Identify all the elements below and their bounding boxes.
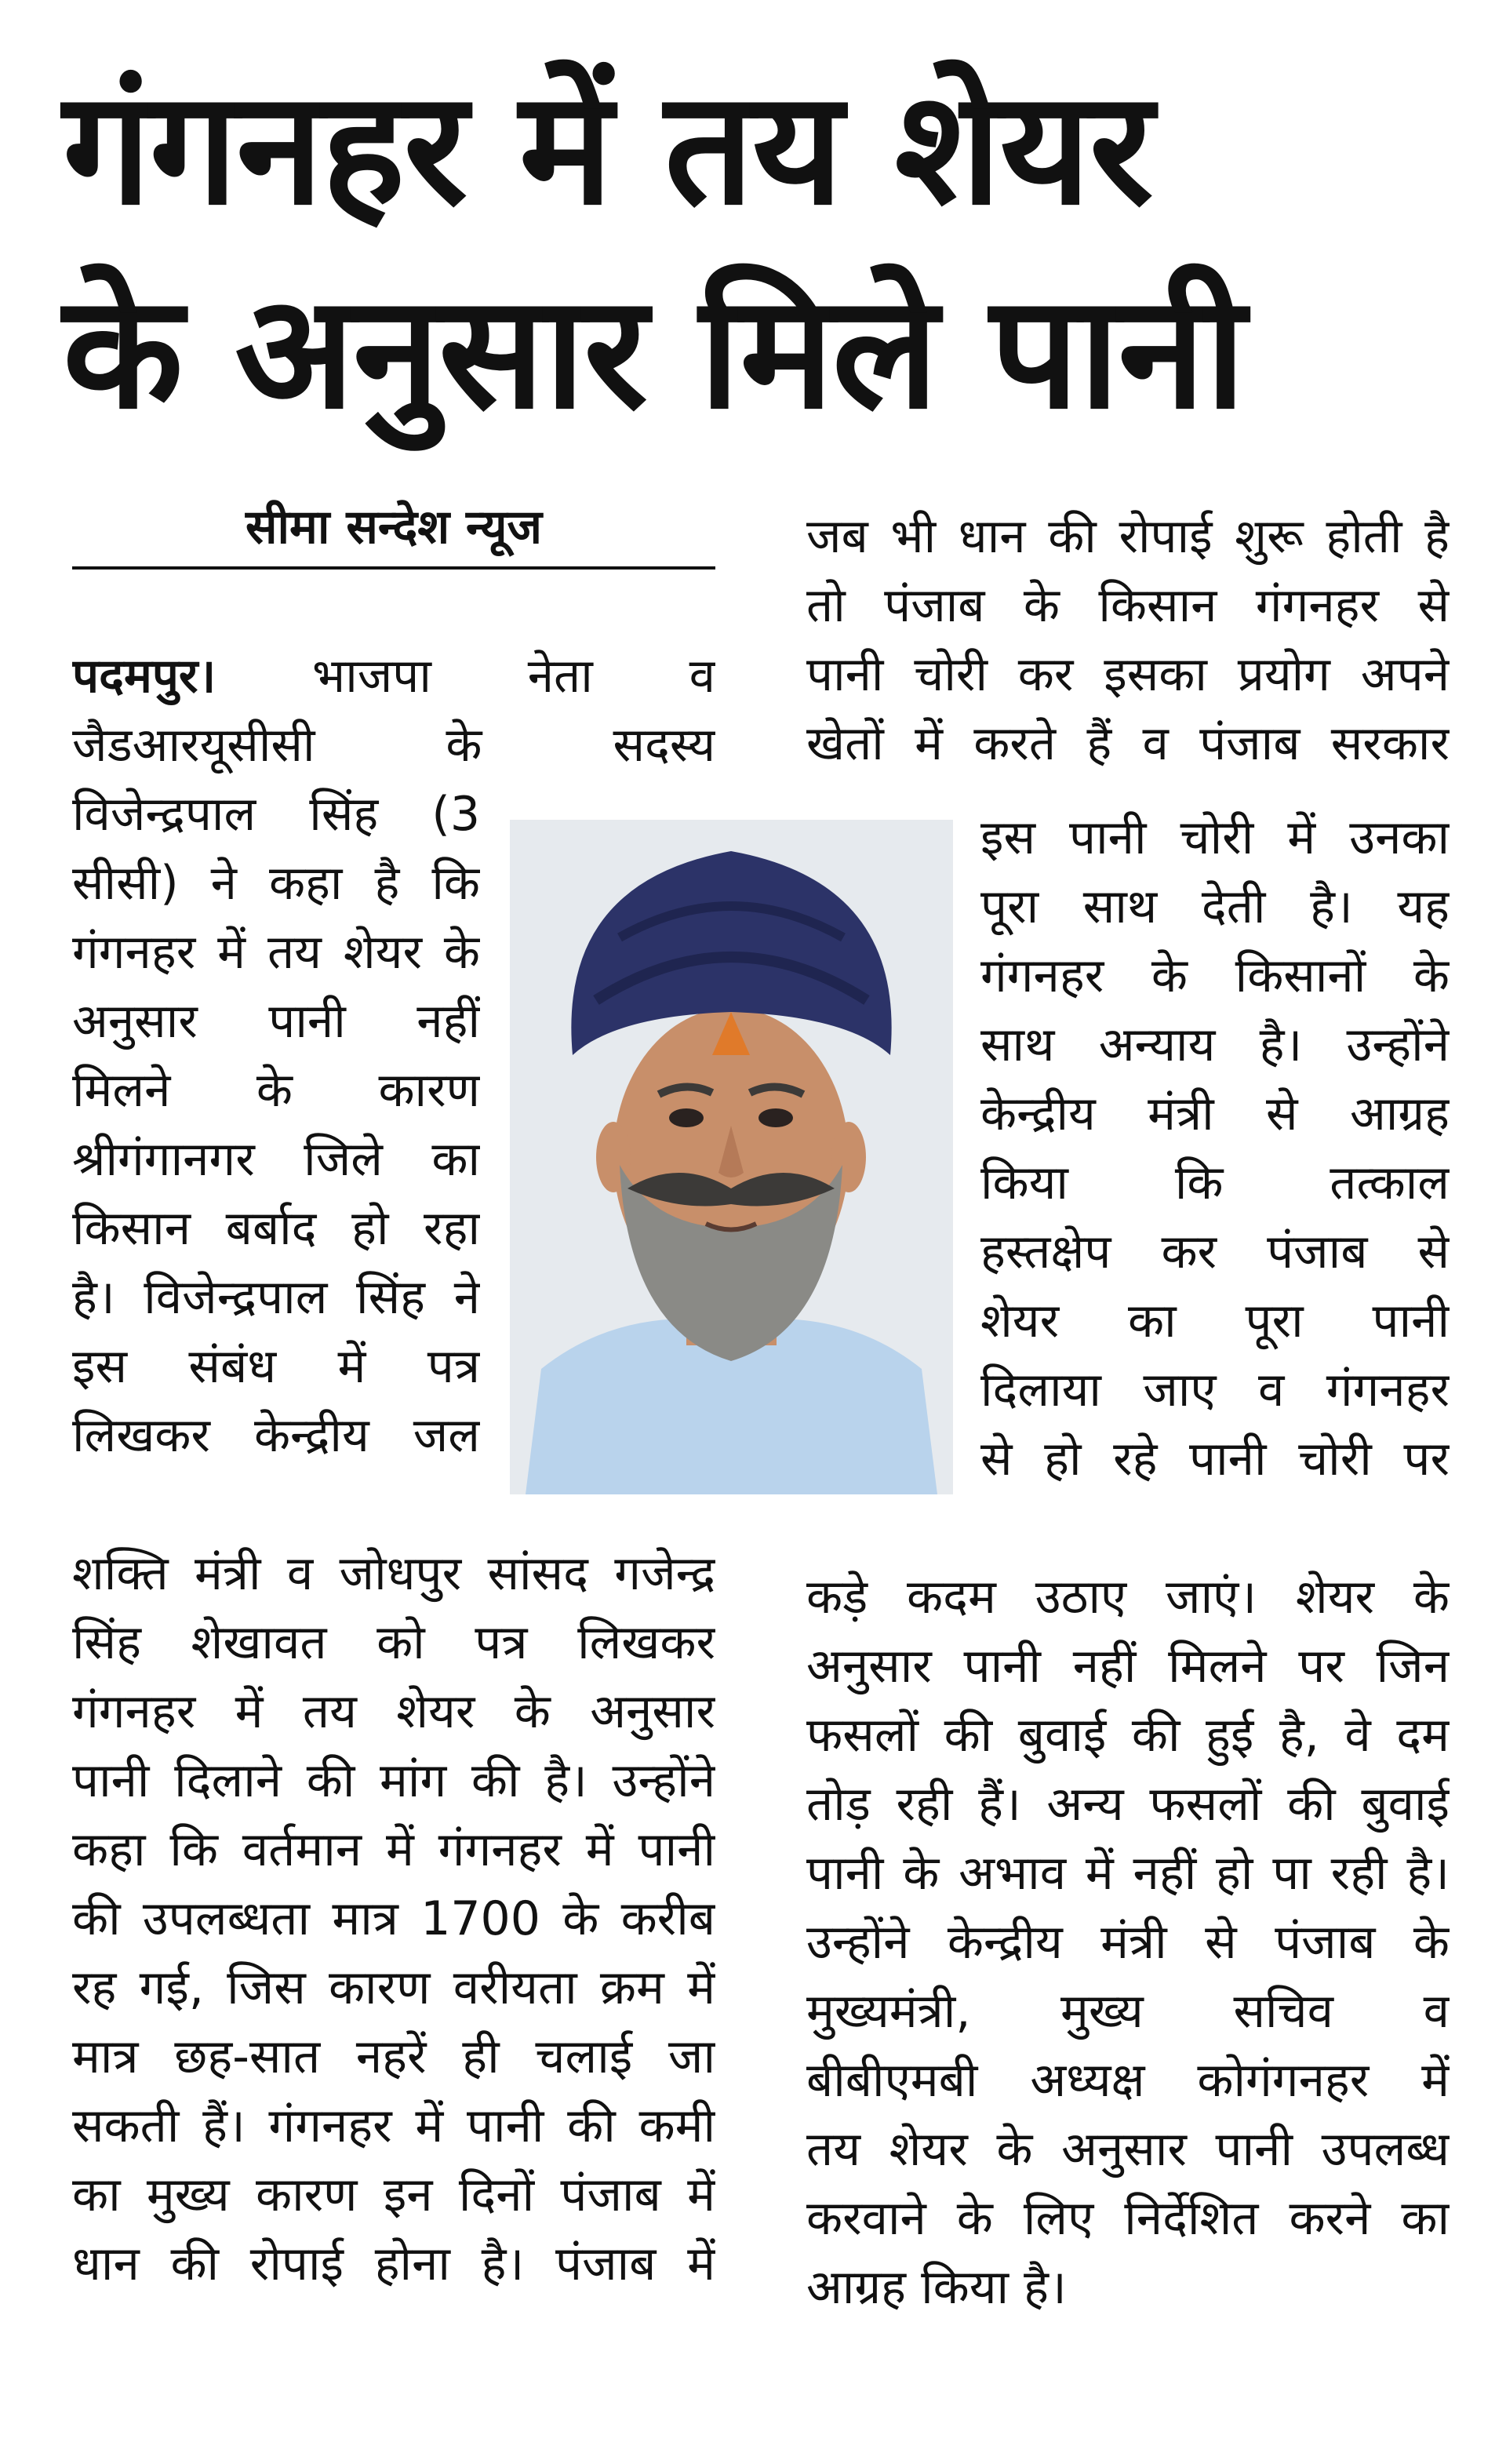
article-line: फसलों की बुवाई की हुई है, वे दम xyxy=(806,1708,1450,1763)
article-line: सिंह शेखावत को पत्र लिखकर xyxy=(72,1615,715,1670)
article-line: बीबीएमबी अध्यक्ष कोगंगनहर में xyxy=(806,2053,1450,2108)
article-line: का मुख्य कारण इन दिनों पंजाब में xyxy=(72,2167,715,2222)
article-line: मुख्यमंत्री, मुख्य सचिव व xyxy=(806,1984,1450,2039)
article-line: धान की रोपाई होना है। पंजाब में xyxy=(72,2237,715,2291)
article-line: तोड़ रही हैं। अन्य फसलों की बुवाई xyxy=(806,1777,1450,1832)
article-line: अनुसार पानी नहीं मिलने पर जिन xyxy=(806,1639,1450,1694)
article-line: दिलाया जाए व गंगनहर xyxy=(980,1363,1450,1418)
article-line: शेयर का पूरा पानी xyxy=(980,1294,1450,1348)
article-right-top xyxy=(806,502,1450,778)
article-line: पूरा साथ देती है। यह xyxy=(980,879,1450,934)
article-line: किया कि तत्काल xyxy=(980,1156,1450,1210)
article-line: कड़े कदम उठाए जाएं। शेयर के xyxy=(806,1570,1450,1625)
article-line: किसान बर्बाद हो रहा xyxy=(72,1201,480,1256)
article-line: कहा कि वर्तमान में गंगनहर में पानी xyxy=(72,1822,715,1877)
article-line: तो पंजाब के किसान गंगनहर से xyxy=(806,578,1450,633)
article-line: से हो रहे पानी चोरी पर xyxy=(980,1432,1450,1487)
headline-line-2: के अनुसार मिले पानी xyxy=(63,261,1245,444)
article-line: पदमपुर। भाजपा नेता व xyxy=(72,649,715,704)
article-line: पानी के अभाव में नहीं हो पा रही है। xyxy=(806,1846,1450,1901)
article-line: गंगनहर में तय शेयर के अनुसार xyxy=(72,1684,715,1739)
right-eye-shape xyxy=(758,1108,793,1127)
article-line: गंगनहर में तय शेयर के xyxy=(72,925,480,980)
headline xyxy=(63,47,1475,455)
article-line: लिखकर केन्द्रीय जल xyxy=(72,1408,480,1463)
article-line: श्रीगंगानगर जिले का xyxy=(72,1132,480,1187)
article-line: मिलने के कारण xyxy=(72,1063,480,1118)
article-line: साथ अन्याय है। उन्होंने xyxy=(980,1017,1450,1072)
article-line: रह गई, जिस कारण वरीयता क्रम में xyxy=(72,1960,715,2015)
article-line: है। विजेन्द्रपाल सिंह ने xyxy=(72,1270,480,1325)
article-line: अनुसार पानी नहीं xyxy=(72,994,480,1049)
article-left-bottom xyxy=(72,1539,715,2298)
left-eye-shape xyxy=(669,1108,704,1127)
portrait-photo xyxy=(510,820,953,1494)
article-right-bottom xyxy=(806,1563,1450,2322)
article-line: मात्र छह-सात नहरें ही चलाई जा xyxy=(72,2029,715,2084)
article-line: खेतों में करते हैं व पंजाब सरकार xyxy=(806,716,1450,771)
article-line: की उपलब्धता मात्र 1700 के करीब xyxy=(72,1891,715,1946)
article-line: तय शेयर के अनुसार पानी उपलब्ध xyxy=(806,2122,1450,2177)
byline: सीमा सन्देश न्यूज xyxy=(72,496,715,570)
article-line: केन्द्रीय मंत्री से आग्रह xyxy=(980,1086,1450,1141)
article-line: इस पानी चोरी में उनका xyxy=(980,810,1450,865)
article-left-narrow xyxy=(72,780,480,1470)
article-line: शक्ति मंत्री व जोधपुर सांसद गजेन्द्र xyxy=(72,1546,715,1601)
article-line: पानी दिलाने की मांग की है। उन्होंने xyxy=(72,1753,715,1808)
article-line: जब भी धान की रोपाई शुरू होती है xyxy=(806,509,1450,564)
dateline: पदमपुर। xyxy=(72,649,216,704)
article-line: जैडआरयूसीसी के सदस्य xyxy=(72,718,715,773)
portrait-illustration xyxy=(510,820,953,1494)
headline-line-1: गंगनहर में तय शेयर xyxy=(63,57,1152,240)
article-line: करवाने के लिए निर्देशित करने का xyxy=(806,2191,1450,2246)
article-left-top xyxy=(72,642,715,780)
article-line: हस्तक्षेप कर पंजाब से xyxy=(980,1225,1450,1279)
article-line: आग्रह किया है। xyxy=(806,2260,1067,2315)
article-line: सीसी) ने कहा है कि xyxy=(72,856,480,911)
article-line: इस संबंध में पत्र xyxy=(72,1339,480,1394)
article-line: विजेन्द्रपाल सिंह (3 xyxy=(72,787,480,842)
article-right-narrow xyxy=(980,803,1450,1494)
article-line: उन्होंने केन्द्रीय मंत्री से पंजाब के xyxy=(806,1915,1450,1970)
article-line: सकती हैं। गंगनहर में पानी की कमी xyxy=(72,2098,715,2153)
article-line: पानी चोरी कर इसका प्रयोग अपने xyxy=(806,647,1450,702)
article-line: गंगनहर के किसानों के xyxy=(980,948,1450,1003)
